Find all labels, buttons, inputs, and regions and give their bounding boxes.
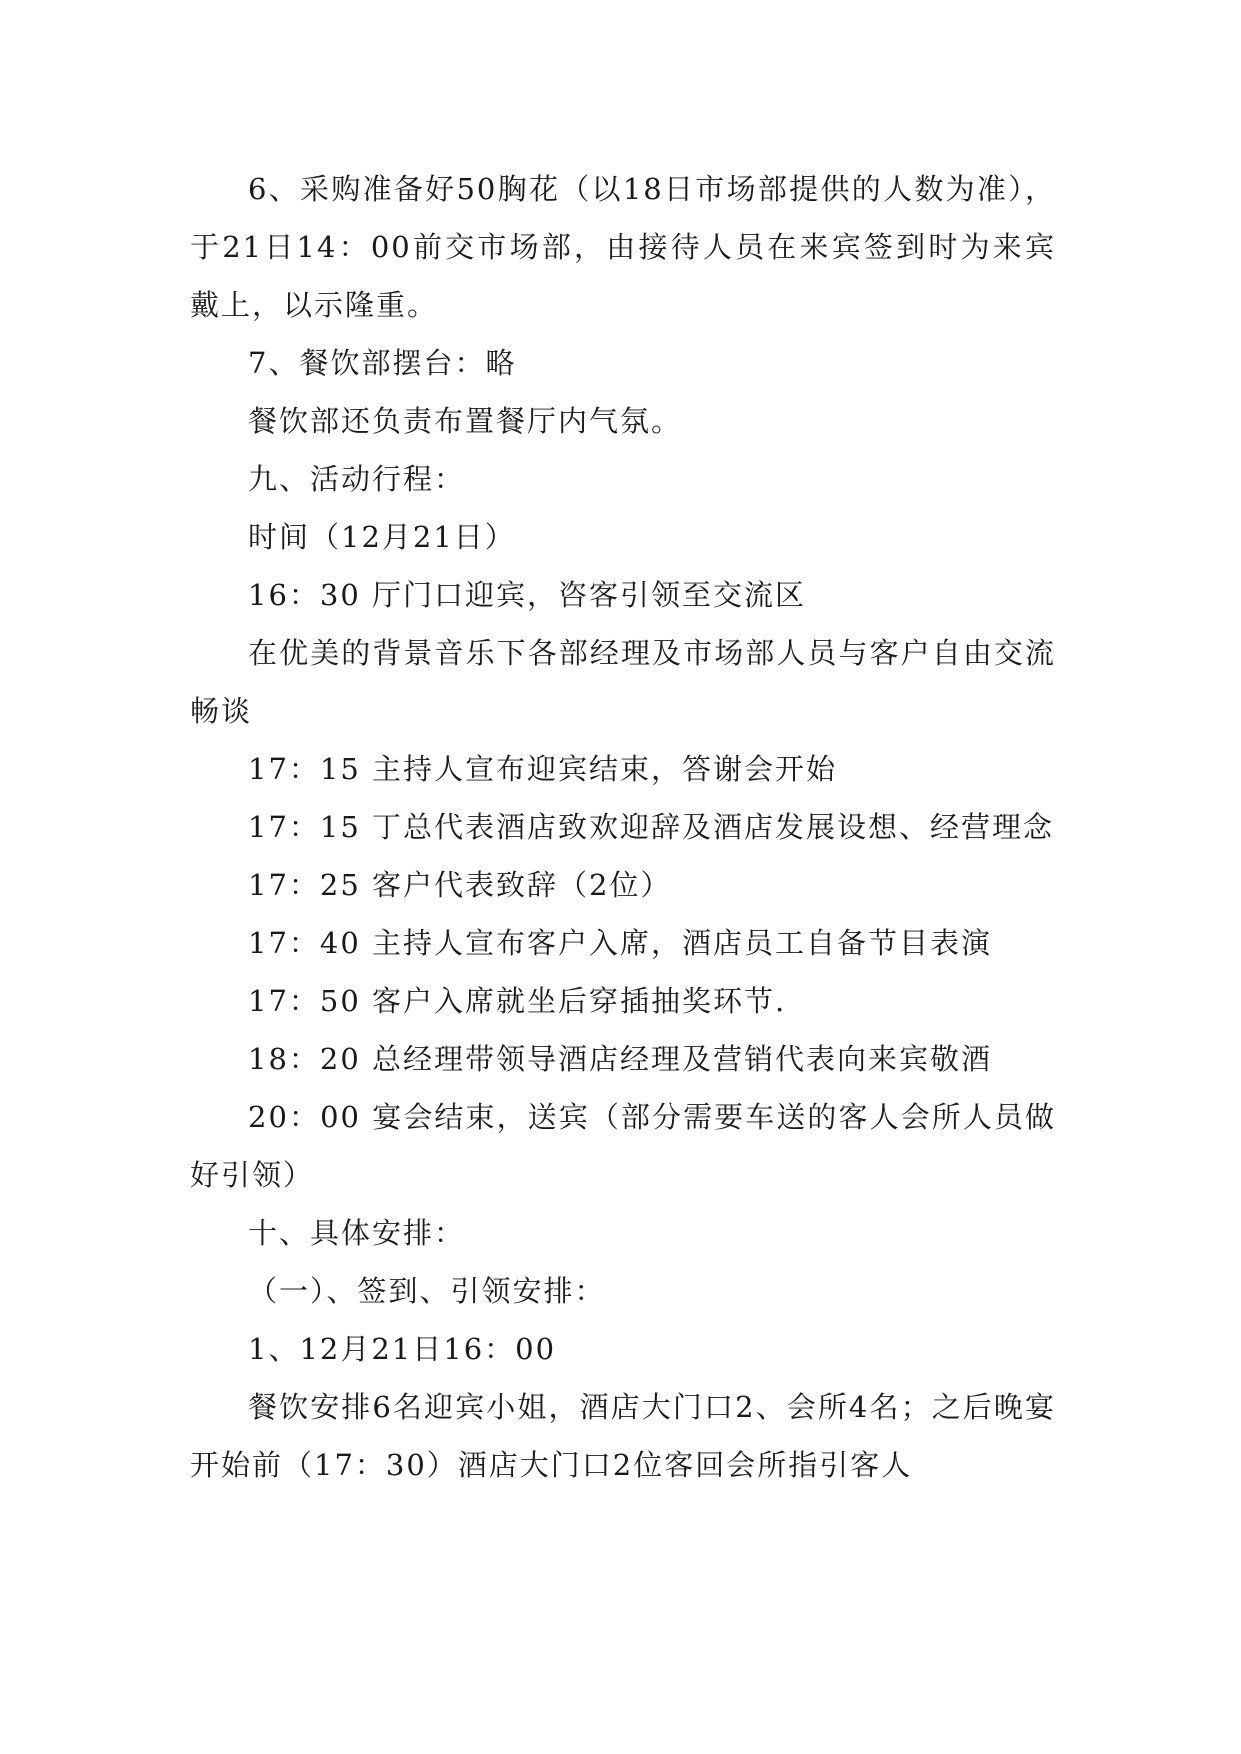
paragraph-date: 时间（12月21日） [248, 520, 516, 554]
section-heading-itinerary: 九、活动行程： [248, 462, 466, 496]
schedule-item-1715-host: 17：15 主持人宣布迎宾结束，答谢会开始 [248, 752, 838, 786]
paragraph-dining-atmosphere: 餐饮部还负责布置餐厅内气氛。 [248, 404, 683, 438]
schedule-item-1715-speech: 17：15 丁总代表酒店致欢迎辞及酒店发展设想、经营理念 [248, 810, 1055, 844]
section-heading-arrangements: 十、具体安排： [248, 1216, 466, 1250]
paragraph-item-7-table-setup: 7、餐饮部摆台：略 [248, 346, 517, 380]
paragraph-item-6-corsage: 6、采购准备好50胸花（以18日市场部提供的人数为准），于21日14：00前交市场部，由接待人员在来宾签到时为来宾戴上，以示隆重。 [190, 172, 1056, 322]
schedule-item-2000: 20：00 宴会结束，送宾（部分需要车送的客人会所人员做好引领） [190, 1100, 1056, 1192]
paragraph-greeter-arrangement: 餐饮安排6名迎宾小姐，酒店大门口2、会所4名；之后晚宴开始前（17：30）酒店大门口2位客回会所指引客人 [190, 1390, 1056, 1482]
subsection-heading-signin: （一）、签到、引领安排： [248, 1274, 606, 1308]
schedule-item-1820: 18：20 总经理带领导酒店经理及营销代表向来宾敬酒 [248, 1042, 993, 1076]
schedule-item-1740: 17：40 主持人宣布客户入席，酒店员工自备节目表演 [248, 926, 993, 960]
paragraph-free-exchange: 在优美的背景音乐下各部经理及市场部人员与客户自由交流畅谈 [190, 636, 1056, 728]
paragraph-item-1-date: 1、12月21日16：00 [248, 1332, 557, 1366]
schedule-item-1725: 17：25 客户代表致辞（2位） [248, 868, 672, 902]
schedule-item-1750: 17：50 客户入席就坐后穿插抽奖环节. [248, 984, 787, 1018]
schedule-item-1630: 16：30 厅门口迎宾，咨客引领至交流区 [248, 578, 807, 612]
document-body [190, 160, 1056, 1494]
